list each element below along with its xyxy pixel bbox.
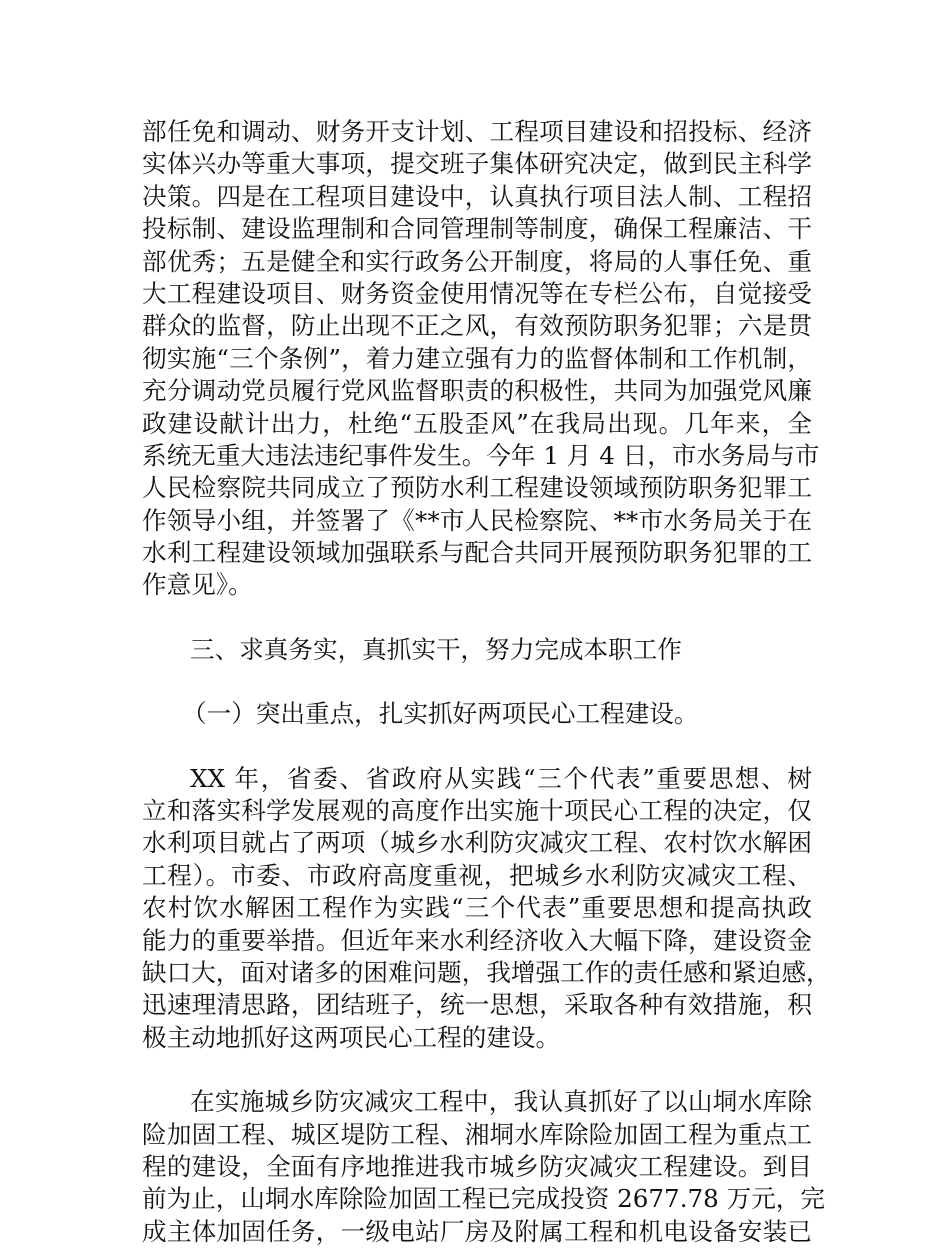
paragraph-disaster-prevention bbox=[142, 1086, 825, 1248]
text-line: 立和落实科学发展观的高度作出实施十项民心工程的决定，仅 bbox=[142, 796, 812, 826]
text-line: 险加固工程、城区堤防工程、湘垌水库除险加固工程为重点工 bbox=[142, 1119, 812, 1149]
text-line: 政建设献计出力，杜绝“五股歪风”在我局出现。几年来，全 bbox=[142, 408, 812, 438]
text-line: 成主体加固任务，一级电站厂房及附属工程和机电设备安装已 bbox=[142, 1216, 812, 1246]
text-line: 工程）。市委、市政府高度重视，把城乡水利防灾减灾工程、 bbox=[142, 860, 812, 890]
text-line: 系统无重大违法违纪事件发生。今年 1 月 4 日，市水务局与市 bbox=[142, 440, 820, 470]
text-line: 实体兴办等重大事项，提交班子集体研究决定，做到民主科学 bbox=[142, 149, 812, 179]
text-line: 水利工程建设领域加强联系与配合共同开展预防职务犯罪的工 bbox=[142, 538, 812, 568]
text-line: 水利项目就占了两项（城乡水利防灾减灾工程、农村饮水解困 bbox=[142, 828, 812, 858]
text-line: 充分调动党员履行党风监督职责的积极性，共同为加强党风廉 bbox=[142, 376, 812, 406]
text-line: 群众的监督，防止出现不正之风，有效预防职务犯罪；六是贯 bbox=[142, 311, 812, 341]
text-line: 大工程建设项目、财务资金使用情况等在专栏公布，自觉接受 bbox=[142, 278, 812, 308]
text-line: 能力的重要举措。但近年来水利经济收入大幅下降，建设资金 bbox=[142, 925, 812, 955]
text-line: 前为止，山垌水库除险加固工程已完成投资 2677.78 万元，完 bbox=[142, 1184, 825, 1214]
text-line: 人民检察院共同成立了预防水利工程建设领域预防职务犯罪工 bbox=[142, 473, 812, 503]
section-heading: 三、求真务实，真抓实干，努力完成本职工作 bbox=[190, 634, 682, 664]
paragraph-supervision bbox=[142, 116, 820, 602]
text-line: 部任免和调动、财务开支计划、工程项目建设和招投标、经济 bbox=[142, 117, 812, 146]
text-line: 极主动地抓好这两项民心工程的建设。 bbox=[142, 1022, 561, 1052]
subsection-heading: （一）突出重点，扎实抓好两项民心工程建设。 bbox=[182, 699, 699, 729]
text-line: 程的建设，全面有序地推进我市城乡防灾减灾工程建设。到目 bbox=[142, 1151, 812, 1181]
text-line: XX 年，省委、省政府从实践“三个代表”重要思想、树 bbox=[190, 763, 812, 793]
document-page bbox=[142, 116, 831, 1248]
text-line: 彻实施“三个条例”，着力建立强有力的监督体制和工作机制， bbox=[142, 343, 812, 373]
text-line: 决策。四是在工程项目建设中，认真执行项目法人制、工程招 bbox=[142, 181, 812, 211]
text-line: 缺口大，面对诸多的困难问题，我增强工作的责任感和紧迫感， bbox=[142, 957, 831, 987]
text-line: 迅速理清思路，团结班子，统一思想，采取各种有效措施，积 bbox=[142, 990, 812, 1020]
text-line: 部优秀；五是健全和实行政务公开制度，将局的人事任免、重 bbox=[142, 246, 812, 276]
text-line: 农村饮水解困工程作为实践“三个代表”重要思想和提高执政 bbox=[142, 893, 812, 923]
text-line: 作领导小组，并签署了《**市人民检察院、**市水务局关于在 bbox=[142, 505, 812, 535]
text-line: 投标制、建设监理制和合同管理制等制度，确保工程廉洁、干 bbox=[142, 214, 812, 244]
text-line: 在实施城乡防灾减灾工程中，我认真抓好了以山垌水库除 bbox=[190, 1087, 812, 1117]
text-line: 作意见》。 bbox=[142, 570, 253, 600]
paragraph-livelihood-projects bbox=[142, 763, 831, 1055]
